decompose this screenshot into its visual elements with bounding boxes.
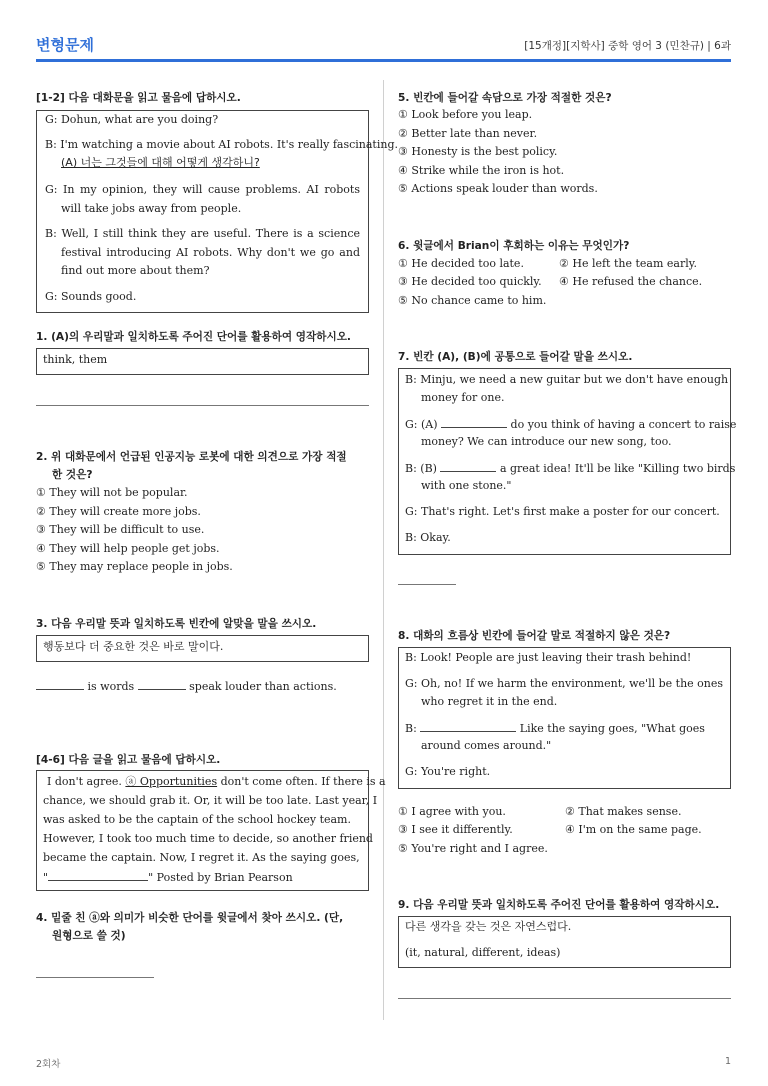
- column-divider: [383, 80, 384, 1020]
- q2-option-3[interactable]: ③ They will be difficult to use.: [36, 523, 205, 536]
- q6-title: 6. 윗글에서 Brian이 후회하는 이유는 무엇인가?: [398, 240, 630, 252]
- q1-hint: think, them: [43, 353, 108, 366]
- q2-option-5[interactable]: ⑤ They may replace people in jobs.: [36, 560, 233, 573]
- q1-answer-line[interactable]: [36, 405, 369, 406]
- q5-title: 5. 빈칸에 들어갈 속담으로 가장 적절한 것은?: [398, 92, 612, 104]
- q5-option-1[interactable]: ① Look before you leap.: [398, 108, 533, 121]
- q6-option-3[interactable]: ③ He decided too quickly.: [398, 275, 542, 288]
- q5-option-2[interactable]: ② Better late than never.: [398, 127, 538, 140]
- q5-option-4[interactable]: ④ Strike while the iron is hot.: [398, 164, 565, 177]
- q3-sentence-end: speak louder than actions.: [189, 680, 337, 693]
- dialogue-text: G: (A): [405, 418, 438, 431]
- dialogue-line: G: You're right.: [405, 765, 491, 778]
- q6-option-4[interactable]: ④ He refused the chance.: [559, 275, 703, 288]
- q5-option-5[interactable]: ⑤ Actions speak louder than words.: [398, 182, 598, 195]
- q8-option-4[interactable]: ④ I'm on the same page.: [565, 823, 702, 836]
- q2-option-2[interactable]: ② They will create more jobs.: [36, 505, 201, 518]
- q9-korean: 다른 생각을 갖는 것은 자연스럽다.: [405, 920, 572, 933]
- q9-box: [398, 916, 731, 968]
- dialogue-line: G: Oh, no! If we harm the environment, we'll be the ones: [405, 677, 724, 690]
- dialogue-line: G: Sounds good.: [45, 290, 137, 303]
- q7-answer-line[interactable]: [398, 584, 456, 585]
- textbook-info: [15개정][지학사] 중학 영어 3 (민찬규) | 6과: [524, 40, 731, 52]
- q3-blank-1[interactable]: [36, 677, 84, 690]
- passage-box: [36, 770, 386, 891]
- q8-title: 8. 대화의 흐름상 빈칸에 들어갈 말로 적절하지 않은 것은?: [398, 630, 671, 642]
- q7-blank-a[interactable]: [441, 415, 507, 428]
- passage-text: " Posted by Brian Pearson: [148, 871, 293, 884]
- q8-blank[interactable]: [420, 719, 516, 732]
- dialogue-box-7: [398, 368, 737, 555]
- dialogue-line: G: In my opinion, they will cause problems. AI robots will take jobs away from people.: [45, 183, 360, 215]
- dialogue-text: B:: [405, 722, 417, 735]
- passage-text: ": [43, 871, 49, 884]
- passage-line: chance, we should grab it. Or, it will be too late. Last year, I: [43, 794, 378, 807]
- page-header: [36, 30, 731, 62]
- dialogue-box-8: [398, 647, 731, 789]
- q2-option-4[interactable]: ④ They will help people get jobs.: [36, 542, 220, 555]
- dialogue-line: B: Well, I still think they are useful. There is a science festival introducing AI robots. Why don't we go and find out more about them?: [45, 227, 360, 278]
- q4-title: 4. 밑줄 친 ⓐ와 의미가 비슷한 단어를 윗글에서 찾아 쓰시오. (단,: [36, 912, 344, 924]
- q3-title: 3. 다음 우리말 뜻과 일치하도록 빈칸에 알맞을 말을 쓰시오.: [36, 618, 317, 630]
- q9-title: 9. 다음 우리말 뜻과 일치하도록 주어진 단어를 활용하여 영작하시오.: [398, 899, 720, 911]
- dialogue-text: B: (B): [405, 462, 437, 475]
- passage-line: However, I took too much time to decide, so another friend: [43, 832, 373, 845]
- q6-option-1[interactable]: ① He decided too late.: [398, 257, 524, 270]
- q4-6-header: [4-6] 다음 글을 읽고 물음에 답하시오.: [36, 754, 221, 766]
- q5-option-3[interactable]: ③ Honesty is the best policy.: [398, 145, 558, 158]
- dialogue-text: do you think of having a concert to raise: [510, 418, 737, 431]
- passage-text: I don't agree.: [47, 775, 122, 788]
- dialogue-line: with one stone.": [421, 479, 512, 492]
- passage-line: was asked to be the captain of the school hockey team.: [43, 813, 351, 826]
- q3-blank-2[interactable]: [138, 677, 186, 690]
- passage-line-last: [43, 868, 293, 888]
- header-rule: [36, 59, 731, 62]
- q9-hint: (it, natural, different, ideas): [405, 946, 561, 959]
- q3-sentence: [36, 677, 337, 697]
- dialogue-line: [405, 459, 735, 479]
- q1-2-header: [1-2] 다음 대화문을 읽고 물음에 답하시오.: [36, 92, 241, 104]
- q1-title: 1. (A)의 우리말과 일치하도록 주어진 단어를 활용하여 영작하시오.: [36, 331, 351, 343]
- q4-title-cont: 원형으로 쓸 것): [52, 930, 126, 942]
- q8-option-5[interactable]: ⑤ You're right and I agree.: [398, 842, 548, 855]
- q1-hint-box: [36, 348, 369, 375]
- dialogue-line: G: That's right. Let's first make a poster for our concert.: [405, 505, 720, 518]
- underlined-opportunities: ⓐ Opportunities: [125, 775, 218, 788]
- q8-option-1[interactable]: ① I agree with you.: [398, 805, 506, 818]
- q2-title-cont: 한 것은?: [52, 469, 93, 481]
- q3-sentence-mid: is words: [87, 680, 135, 693]
- dialogue-line: who regret it in the end.: [421, 695, 558, 708]
- dialogue-line: money? We can introduce our new song, too.: [421, 435, 672, 448]
- q6-option-5[interactable]: ⑤ No chance came to him.: [398, 294, 547, 307]
- q8-option-3[interactable]: ③ I see it differently.: [398, 823, 513, 836]
- dialogue-line: B: Look! People are just leaving their trash behind!: [405, 651, 692, 664]
- q2-title: 2. 위 대화문에서 언급된 인공지능 로봇에 대한 의견으로 가장 적절: [36, 451, 347, 463]
- dialogue-line: [405, 415, 736, 435]
- dialogue-line: G: Dohun, what are you doing?: [45, 113, 219, 126]
- dialogue-line: B: Okay.: [405, 531, 451, 544]
- q7-title: 7. 빈칸 (A), (B)에 공통으로 들어갈 말을 쓰시오.: [398, 351, 633, 363]
- passage-line: became the captain. Now, I regret it. As the saying goes,: [43, 851, 360, 864]
- q3-korean: 행동보다 더 중요한 것은 바로 말이다.: [43, 640, 224, 653]
- dialogue-line: [405, 719, 705, 739]
- q2-option-1[interactable]: ① They will not be popular.: [36, 486, 188, 499]
- passage-line-1: [47, 773, 386, 792]
- round-label: 2회차: [36, 1059, 61, 1070]
- q7-blank-b[interactable]: [440, 459, 496, 472]
- q6-option-2[interactable]: ② He left the team early.: [559, 257, 697, 270]
- page-title: 변형문제: [36, 36, 94, 54]
- q5-blank[interactable]: [48, 868, 148, 881]
- dialogue-line: B: I'm watching a movie about AI robots. It's really fascinating.: [45, 138, 398, 151]
- q9-answer-line[interactable]: [398, 998, 731, 999]
- underlined-korean-a: (A) 너는 그것들에 대해 어떻게 생각하니?: [61, 156, 260, 169]
- dialogue-text: Like the saying goes, "What goes: [519, 722, 705, 735]
- q4-answer-line[interactable]: [36, 977, 154, 978]
- passage-text: don't come often. If there is a: [220, 775, 386, 788]
- dialogue-text: a great idea! It'll be like "Killing two birds: [499, 462, 736, 475]
- page-number: 1: [725, 1056, 732, 1067]
- dialogue-line: B: Minju, we need a new guitar but we don't have enough: [405, 373, 729, 386]
- dialogue-line: money for one.: [421, 391, 505, 404]
- dialogue-box-1: [36, 110, 398, 313]
- dialogue-line: around comes around.": [421, 739, 552, 752]
- q8-option-2[interactable]: ② That makes sense.: [565, 805, 682, 818]
- q3-korean-box: [36, 635, 369, 662]
